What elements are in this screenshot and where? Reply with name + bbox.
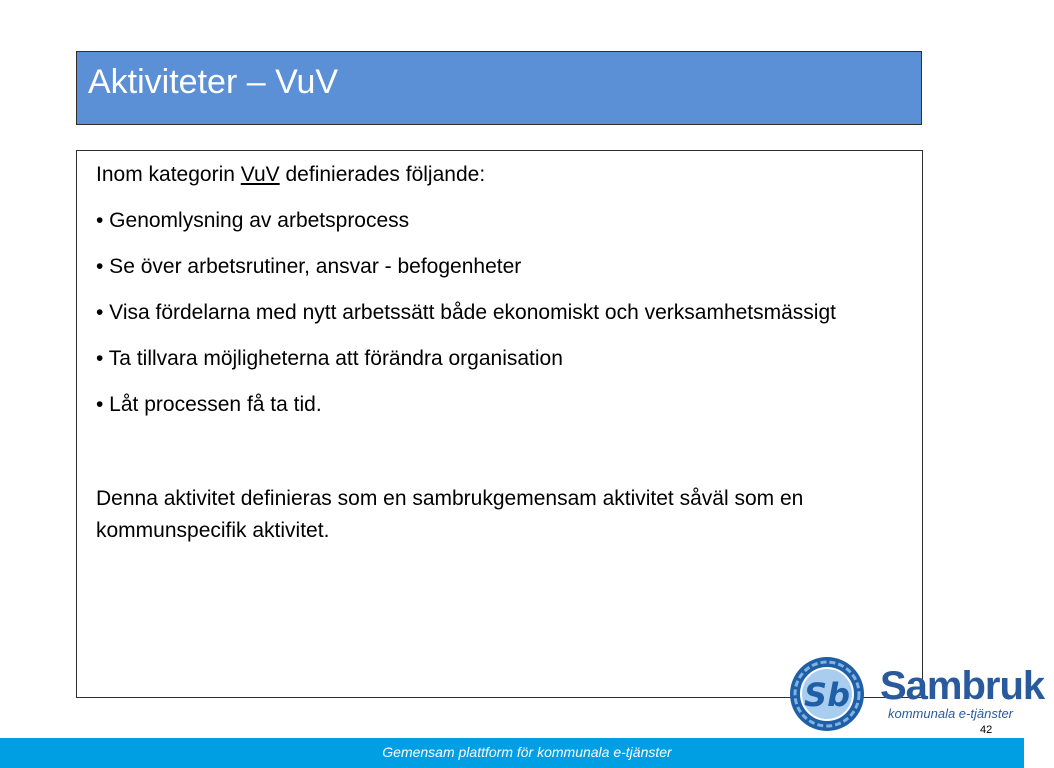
closing-paragraph: Denna aktivitet definieras som en sambrukgemensam aktivitet såväl som en kommunspecifik aktivitet. bbox=[96, 487, 804, 542]
slide-title: Aktiviteter – VuV bbox=[88, 63, 339, 101]
slide-title-box bbox=[76, 51, 922, 125]
intro-after: definierades följande: bbox=[279, 163, 486, 186]
intro-line bbox=[96, 160, 896, 189]
footer-bar bbox=[0, 738, 1024, 768]
intro-before: Inom kategorin bbox=[96, 163, 241, 186]
content-text bbox=[96, 160, 896, 547]
page-number: 42 bbox=[980, 724, 993, 736]
bullet-item: • Genomlysning av arbetsprocess bbox=[96, 209, 410, 232]
logo-name: Sambruk bbox=[880, 664, 1045, 708]
sambruk-emblem-icon bbox=[786, 654, 868, 736]
intro-category: VuV bbox=[240, 163, 280, 186]
bullet-item: • Låt processen få ta tid. bbox=[96, 393, 322, 416]
bullet-item: • Visa fördelarna med nytt arbetssätt både ekonomiskt och verksamhetsmässigt bbox=[96, 301, 836, 324]
content-box bbox=[76, 150, 923, 698]
bullet-item: • Ta tillvara möjligheterna att förändra organisation bbox=[96, 347, 563, 370]
svg-text:Sb: Sb bbox=[804, 676, 850, 714]
bullet-item: • Se över arbetsrutiner, ansvar - befogenheter bbox=[96, 255, 522, 278]
logo-tagline: kommunala e-tjänster bbox=[888, 706, 1013, 721]
footer-text: Gemensam plattform för kommunala e-tjänster bbox=[382, 744, 672, 760]
